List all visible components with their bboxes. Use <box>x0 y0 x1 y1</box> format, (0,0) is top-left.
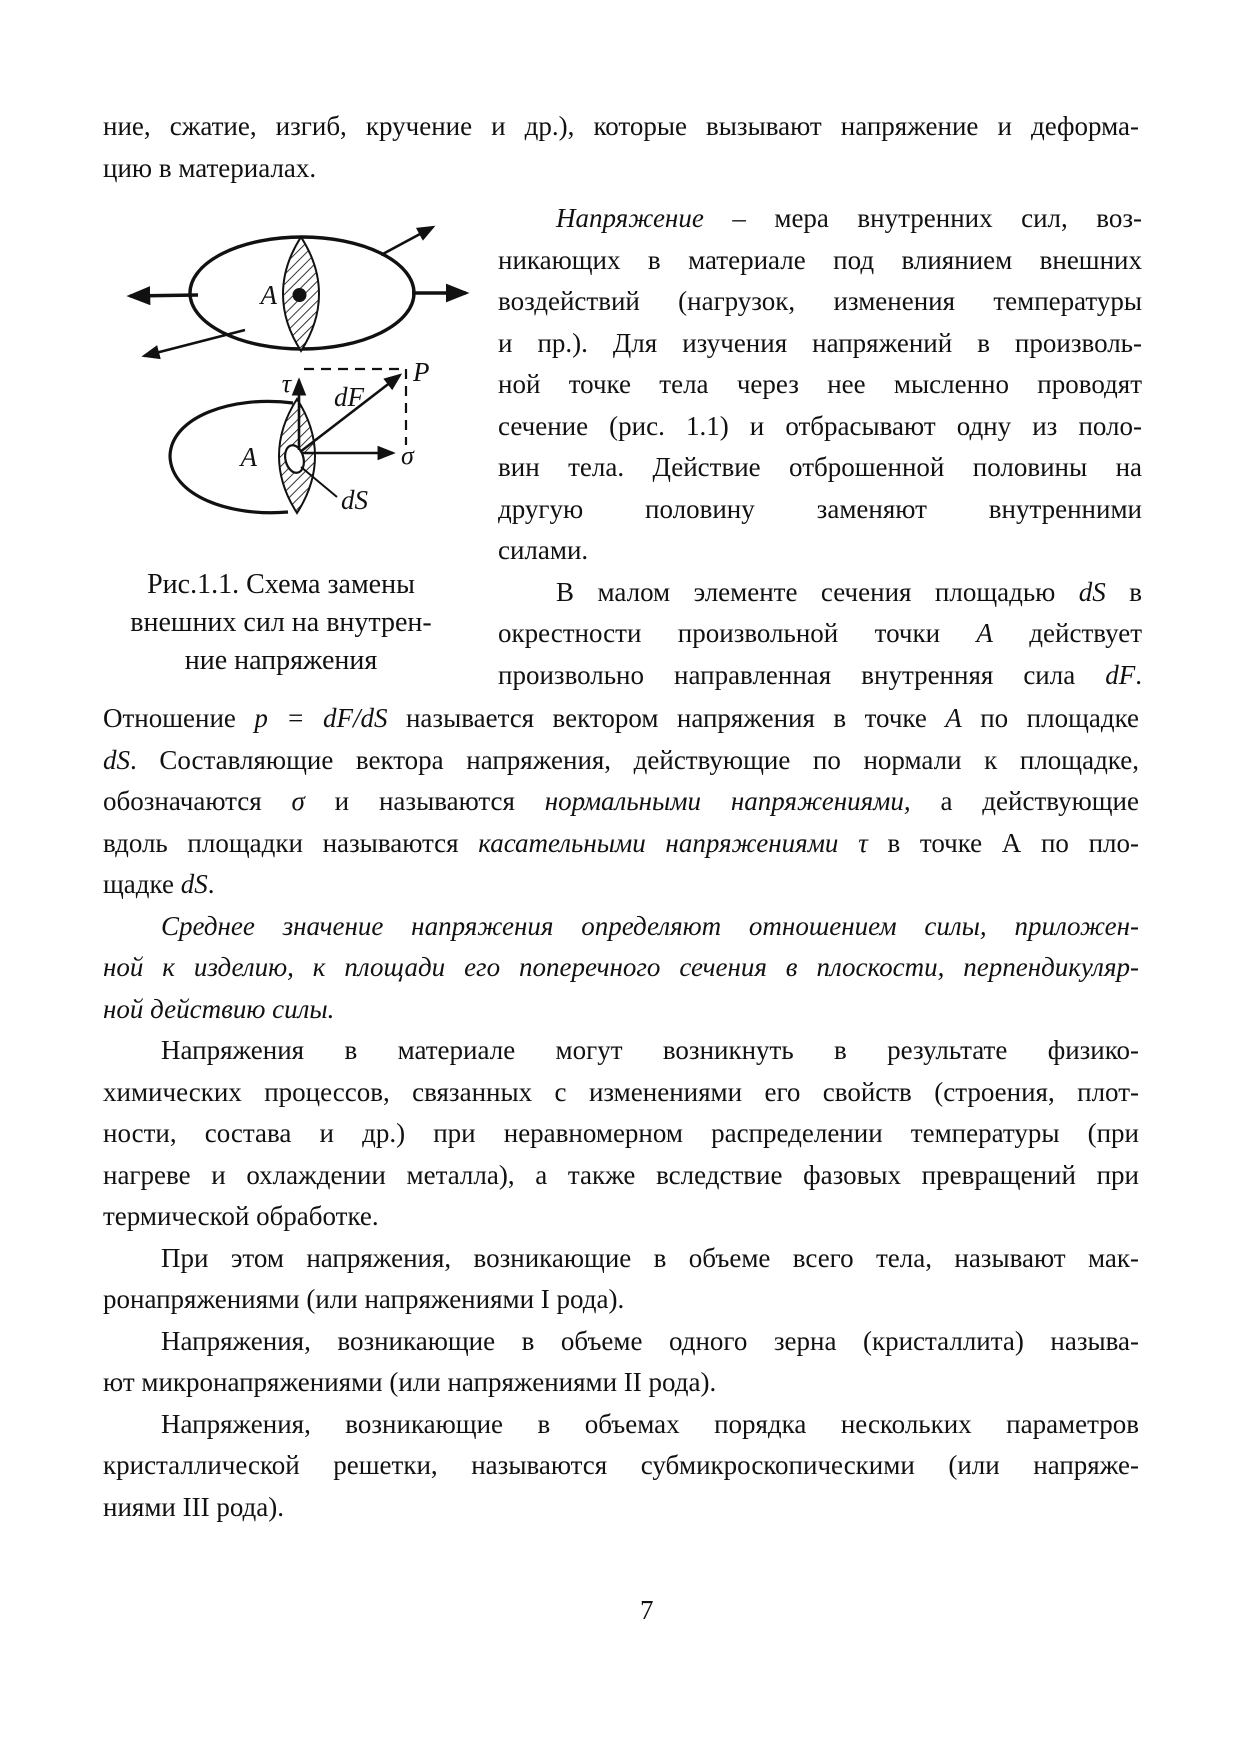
text-line: При этом напряжения, возникающие в объеме всего тела, называют мак- <box>161 1242 1139 1273</box>
text-line: ности, состава и др.) при неравномерном распределении температуры (при <box>103 1118 1139 1148</box>
text-line: ниями III рода). <box>103 1491 285 1522</box>
text-line: Среднее значение напряжения определяют отношением силы, приложен- <box>161 910 1139 941</box>
half-body-outline <box>170 401 293 512</box>
text-line: вдоль площадки называются касательными напряжениями τ в точке А по пло- <box>103 827 1139 858</box>
external-force-arrow-topright <box>381 227 433 255</box>
figure-caption-line: ние напряжения <box>184 645 378 676</box>
label-point-a-bottom: A <box>240 442 257 472</box>
label-point-a-top: A <box>260 280 277 310</box>
text-line: ной к изделию, к площади его поперечного сечения в плоскости, перпендикуляр- <box>103 952 1139 982</box>
label-sigma: σ <box>401 441 414 470</box>
text-line: ной точке тела через нее мысленно проводят <box>498 369 1142 399</box>
text-line: и пр.). Для изучения напряжений в произволь- <box>498 327 1142 358</box>
text-column-right <box>498 198 1142 696</box>
text-line: сечение (рис. 1.1) и отбрасывают одну из поло- <box>498 410 1142 441</box>
text-line: Напряжения в материале могут возникнуть в результате физико- <box>161 1035 1139 1065</box>
external-force-arrow-left <box>130 295 198 296</box>
external-force-arrow-bottomleft <box>144 330 245 356</box>
label-ds: dS <box>341 485 368 515</box>
figure-1-1 <box>100 192 475 532</box>
point-a-dot <box>293 288 307 302</box>
text-line: обозначаются σ и называются нормальными напряжениями, а действующие <box>103 786 1139 816</box>
text-line: В малом элементе сечения площадью dS в <box>556 576 1142 607</box>
text-line: окрестности произвольной точки А действует <box>498 618 1142 648</box>
text-line: кристаллической решетки, называются субмикроскопическими (или напряже- <box>103 1450 1139 1480</box>
figure-caption <box>105 566 457 680</box>
label-p: P <box>413 357 430 387</box>
text-line: Напряжения, возникающие в объеме одного зерна (кристаллита) называ- <box>161 1325 1139 1356</box>
text-line: ют микронапряжениями (или напряжениями II рода). <box>103 1367 717 1397</box>
text-line: Напряжения, возникающие в объемах порядка нескольких параметров <box>161 1408 1139 1439</box>
text-line: dS. Составляющие вектора напряжения, действующие по нормали к площадке, <box>103 744 1139 775</box>
text-line: химических процессов, связанных с изменениями его свойств (строения, плот- <box>103 1076 1139 1107</box>
text-line: другую половину заменяют внутренними <box>498 493 1142 524</box>
figure-caption-line: Рис.1.1. Схема замены <box>147 569 415 600</box>
text-line: щадке dS. <box>103 869 215 899</box>
text-line: нагреве и охлаждении металла), а также вследствие фазовых превращений при <box>103 1159 1139 1190</box>
label-df: dF <box>334 382 364 412</box>
text-line: силами. <box>498 535 589 565</box>
figure-diagram-svg <box>100 192 475 532</box>
text-line: ной действию силы. <box>103 993 335 1024</box>
text-line: термической обработке. <box>103 1201 379 1231</box>
text-line: ронапряжениями (или напряжениями I рода). <box>103 1284 625 1314</box>
paragraph-intro <box>103 106 1139 189</box>
text-line: цию в материалах. <box>103 152 317 183</box>
page-number: 7 <box>640 1595 654 1625</box>
text-line: вин тела. Действие отброшенной половины на <box>498 452 1142 482</box>
label-tau: τ <box>281 369 291 398</box>
text-line: произвольно направленная внутренняя сила dF. <box>498 659 1142 690</box>
text-line: ние, сжатие, изгиб, кручение и др.), которые вызывают напряжение и деформа- <box>103 111 1139 141</box>
body-text <box>103 698 1139 1528</box>
text-line: Отношение p = dF/dS называется вектором напряжения в точке А по площадке <box>103 703 1140 733</box>
text-line: Напряжение – мера внутренних сил, воз- <box>556 203 1142 233</box>
text-line: воздействий (нагрузок, изменения температуры <box>498 286 1142 316</box>
figure-caption-line: внешних сил на внутрен- <box>130 607 432 638</box>
text-line: никающих в материале под влиянием внешних <box>498 244 1142 275</box>
